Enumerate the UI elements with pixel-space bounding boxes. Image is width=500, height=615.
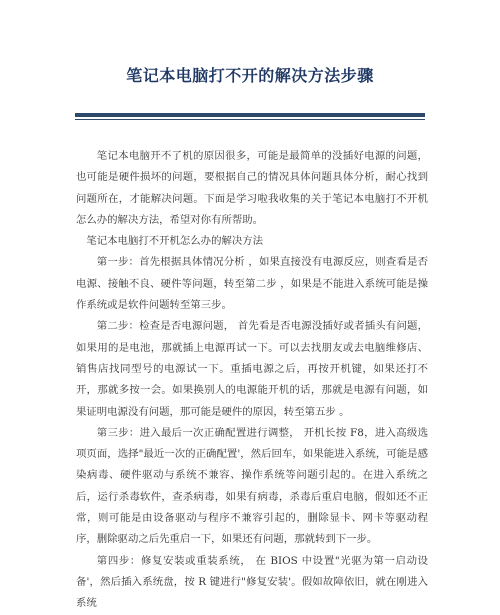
step-1-paragraph: 第一步：首先根据具体情况分析 ，如果直接没有电源反应，则查看是否电源、接触不良、硬件等问题，转至第二步 ，如果是不能进入系统可能是操作系统或是软件问题转至第三步。 — [76, 256, 428, 312]
document-body — [76, 146, 428, 615]
step-2-paragraph: 第二步：检查是否电源问题， 首先看是否电源没插好或者插头有问题，如果用的是电池，那就插上电源再试一下。可以去找朋友或去电脑维修店、销售店找同型号的电源试一下。重插电源之后，再按开机键，如果还打不开，那就多按一会。如果换别人的电源能开机的话，那就是电源有问题，如果证明电源没有问题，那可能是硬件的原因，转至第五步 。 — [76, 320, 428, 418]
step-4-paragraph: 第四步：修复安装或重装系统， 在 BIOS 中设置"光驱为第一启动设备'，然后插入系统盘，按 R 键进行"修复安装'。假如故障依旧，就在刚进入系统 — [76, 554, 428, 610]
section-heading: 笔记本电脑打不开机怎么办的解决方法 — [86, 235, 264, 248]
step-3-paragraph: 第三步：进入最后一次正确配置进行调整， 开机长按 F8，进入高级选项页面，选择"最近一次的正确配置'，然后回车，如果能进入系统，可能是感染病毒、硬件驱动与系统不兼容、操作系统等问题引起的。在进入系统之后，运行杀毒软件，查杀病毒，如果有病毒，杀毒后重启电脑，假如还不正常，则可能是由设备驱动与程序不兼容引起的，删除显卡、网卡等驱动程序，删除驱动之后先重启一下，如果还有问题，那就转到下一步。 — [76, 426, 428, 546]
document-title: 笔记本电脑打不开的解决方法步骤 — [126, 66, 374, 85]
title-divider — [75, 113, 425, 120]
divider-thick-line — [75, 113, 425, 117]
intro-paragraph: 笔记本电脑开不了机的原因很多，可能是最简单的没插好电源的问题，也可能是硬件损坏的问题，要根据自己的情况具体问题具体分析，耐心找到问题所在，才能解决问题。下面是学习啦我收集的关于笔记本电脑打不开机怎么办的解决方法，希望对你有所帮助。 — [76, 150, 428, 226]
divider-thin-line — [75, 119, 425, 120]
